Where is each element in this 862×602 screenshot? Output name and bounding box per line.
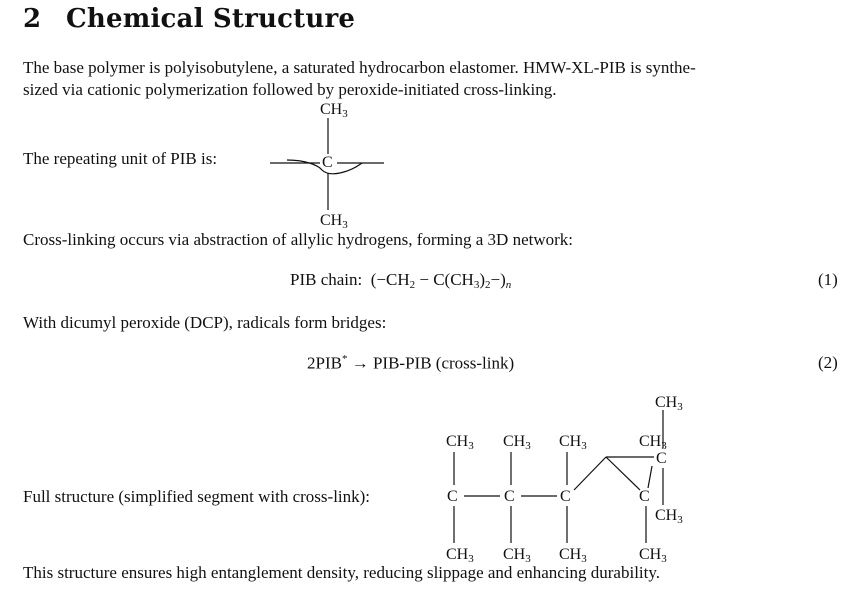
equation-2: 2PIB* → PIB-PIB (cross-link) [307, 353, 515, 373]
intro-paragraph-line-2: sized via cationic polymerization followed by peroxide-initiated cross-linking. [23, 80, 557, 99]
methyl-top: $CH_3$ [320, 101, 348, 120]
methyl-c2-top: $CH_3$ [503, 433, 531, 452]
methyl-c3-bottom: $CH_3$ [559, 546, 587, 565]
conclusion-paragraph: This structure ensures high entanglement density, reducing slippage and enhancing durability. [23, 563, 661, 582]
intro-paragraph-line-1: The base polymer is polyisobutylene, a saturated hydrocarbon elastomer. HMW-XL-PIB is synthe- [23, 58, 696, 77]
equation-1: PIB chain: $(-CH_2 - C(CH_3)_2-)_n$ [290, 270, 512, 291]
carbon-4: C [639, 488, 650, 505]
section-number: 2 [23, 4, 42, 34]
equation-1-number: (1) [818, 270, 838, 289]
methyl-c5-top: $CH_3$ [655, 394, 683, 413]
repeating-unit-label: The repeating unit of PIB is: [23, 149, 218, 168]
methyl-c4-bottom: $CH_3$ [639, 546, 667, 565]
carbon-2: C [504, 488, 515, 505]
carbon-5: C [656, 450, 667, 467]
full-structure-label: Full structure (simplified segment with cross-link): [23, 487, 371, 506]
crosslinking-paragraph: Cross-linking occurs via abstraction of allylic hydrogens, forming a 3D network: [23, 230, 574, 249]
methyl-c5-bottom: $CH_3$ [655, 507, 683, 526]
methyl-c1-bottom: $CH_3$ [446, 546, 474, 565]
bond-c3-bridge [574, 457, 606, 490]
bond-c5-c4 [648, 466, 652, 488]
carbon-center: C [322, 154, 333, 171]
carbon-3: C [560, 488, 571, 505]
methyl-c2-bottom: $CH_3$ [503, 546, 531, 565]
methyl-c4-top: $CH_3$ [639, 433, 667, 452]
bond-bridge-c4 [606, 457, 640, 490]
methyl-c3-top: $CH_3$ [559, 433, 587, 452]
section-title: Chemical Structure [66, 4, 356, 34]
methyl-bottom: $CH_3$ [320, 212, 348, 231]
dcp-paragraph: With dicumyl peroxide (DCP), radicals form bridges: [23, 313, 387, 332]
carbon-1: C [447, 488, 458, 505]
methyl-c1-top: $CH_3$ [446, 433, 474, 452]
equation-2-number: (2) [818, 353, 838, 372]
